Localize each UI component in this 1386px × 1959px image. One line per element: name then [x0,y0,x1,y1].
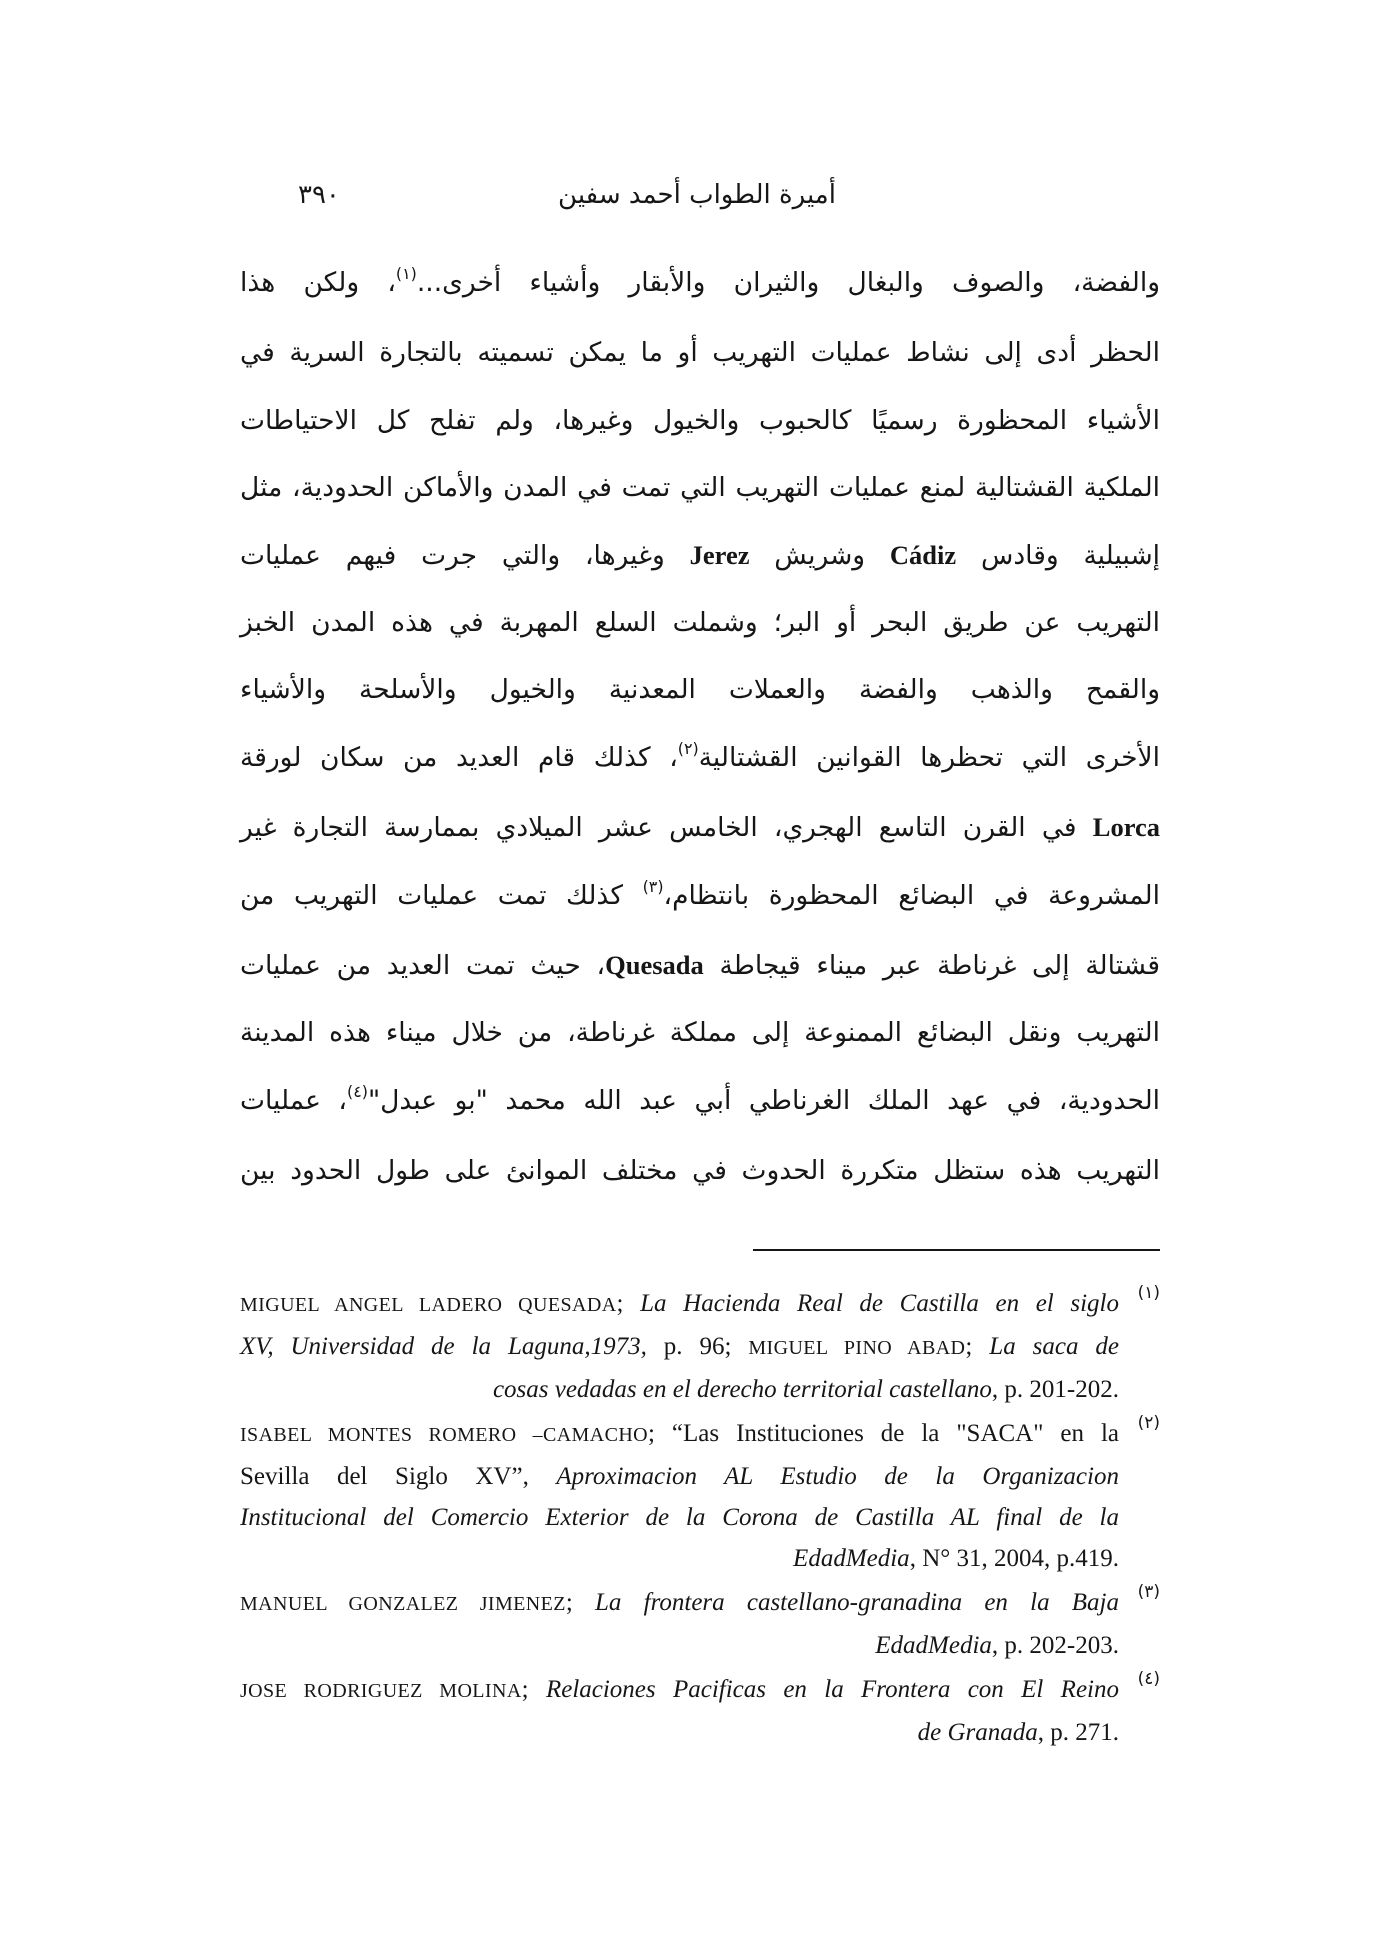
latin-term: Quesada [605,950,704,981]
line-text: والقمح والذهب والفضة والعملات المعدنية والخيول والأسلحة والأشياء [240,674,1160,706]
footnote-separator [753,1249,1160,1251]
body-line [240,319,1160,386]
footnote-line [240,1326,1119,1369]
line-text: ، ولكن هذا [240,267,396,298]
footnote-line [240,1369,1119,1410]
footnote-text: , N° 31, 2004, p.419. [909,1545,1119,1572]
line-text: الأشياء المحظورة رسميًا كالحبوب والخيول وغيرها، ولم تفلح كل الاحتياطات [240,404,1160,436]
body-paragraph [240,249,1160,1205]
work-title: La frontera castellano-granadina en la Baja [595,1589,1119,1616]
work-title: Institucional del Comercio Exterior de la Corona de Castilla AL final de la [240,1504,1119,1531]
footnote-text: ; [616,1290,641,1317]
footnote-ref: (١) [395,264,417,284]
body-line [240,589,1160,656]
work-title: cosas vedadas en el derecho territorial castellano [492,1376,992,1403]
line-text: كذلك تمت عمليات التهريب من [240,879,643,911]
line-text: التهريب ونقل البضائع الممنوعة إلى مملكة غرناطة، من خلال ميناء هذه المدينة [240,1017,1160,1049]
body-line [240,932,1160,999]
running-head-author: أميرة الطواب أحمد سفين [558,180,836,210]
footnotes [240,1283,1160,1753]
footnote-text: p. 96; [646,1333,749,1360]
footnote-text: , p. 271. [1037,1719,1119,1746]
author-name: MIGUEL PINO ABAD [748,1337,966,1359]
footnote-text: ; “Las Instituciones de la "SACA" en la [648,1420,1119,1447]
line-text: في القرن التاسع الهجري، الخامس عشر الميلادي بممارسة التجارة غير [240,812,1093,844]
footnote-text: ; [521,1676,546,1703]
footnote [240,1283,1160,1410]
body-line [240,387,1160,454]
work-title: XV, Universidad de la Laguna,1973, [240,1333,647,1360]
work-title: EdadMedia [793,1545,910,1572]
line-text: ، عمليات [240,1084,347,1116]
footnote-marker: (٤) [1137,1669,1160,1689]
work-title: de Granada [917,1719,1038,1746]
footnote-text: ; [965,1333,990,1360]
footnote-line [240,1625,1119,1666]
footnote-ref: (٣) [642,876,664,896]
body-line [240,999,1160,1066]
footnote [240,1413,1160,1579]
body-line [240,794,1160,861]
work-title: Aproximacion AL Estudio de la Organizacion [556,1463,1119,1490]
body-line [240,454,1160,521]
line-text: ، كذلك قام العديد من سكان لورقة [240,741,678,773]
footnote [240,1582,1160,1666]
line-text: الحدودية، في عهد الملك الغرناطي أبي عبد الله محمد "بو عبدل" [367,1084,1161,1116]
body-line [240,862,1160,932]
footnote-line [240,1582,1119,1625]
body-line [240,1137,1160,1204]
footnote-text: , p. 202-203. [991,1632,1119,1659]
line-text: الملكية القشتالية لمنع عمليات التهريب التي تمت في المدن والأماكن الحدودية، مثل [240,472,1160,504]
footnote-line [240,1283,1119,1326]
page-number: ٣٩٠ [298,180,340,210]
author-name: JOSE RODRIGUEZ MOLINA [240,1680,522,1702]
line-text: وغيرها، والتي جرت فيهم عمليات [240,539,690,571]
work-title: EdadMedia [875,1632,992,1659]
footnote-text: , p. 201-202. [991,1376,1119,1403]
line-text: المشروعة في البضائع المحظورة بانتظام، [663,879,1160,911]
body-line [240,522,1160,589]
line-text: ، حيث تمت العديد من عمليات [240,950,606,982]
body-line [240,724,1160,794]
work-title: La Hacienda Real de Castilla en el siglo [640,1290,1119,1317]
work-title: La saca de [989,1333,1119,1360]
body-line [240,1067,1160,1137]
footnote-ref: (٢) [677,738,699,758]
footnote-line [240,1456,1119,1497]
line-text: التهريب عن طريق البحر أو البر؛ وشملت السلع المهربة في هذه المدن الخبز [240,607,1160,639]
latin-term: Cádiz [889,539,957,570]
line-text: إشبيلية وقادس [956,539,1161,571]
footnote-marker: (٣) [1137,1582,1160,1602]
footnote-text: ; [565,1589,596,1616]
latin-term: Jerez [689,539,750,570]
author-name: MIGUEL ANGEL LADERO QUESADA [240,1294,617,1316]
line-text: وشريش [749,539,890,571]
line-text: التهريب هذه ستظل متكررة الحدوث في مختلف الموانئ على طول الحدود بين [240,1155,1160,1187]
footnote-line [240,1538,1119,1579]
line-text: الأخرى التي تحظرها القوانين القشتالية [698,741,1160,773]
work-title: Relaciones Pacificas en la Frontera con El Reino [545,1676,1119,1703]
footnote [240,1669,1160,1753]
footnote-ref: (٤) [346,1081,368,1101]
line-text: الحظر أدى إلى نشاط عمليات التهريب أو ما يمكن تسميته بالتجارة السرية في [240,337,1160,369]
footnote-marker: (١) [1137,1283,1160,1303]
line-text: قشتالة إلى غرناطة عبر ميناء قيجاطة [703,950,1160,982]
footnote-line [240,1497,1119,1538]
footnote-line [240,1413,1119,1456]
body-line [240,249,1160,319]
latin-term: Lorca [1092,812,1160,843]
author-name: ISABEL MONTES ROMERO –CAMACHO [240,1424,649,1446]
footnote-text: Sevilla del Siglo XV”, [240,1463,557,1490]
footnote-line [240,1712,1119,1753]
line-text: والفضة، والصوف والبغال والثيران والأبقار وأشياء أخرى... [416,267,1161,298]
footnote-line [240,1669,1119,1712]
footnote-marker: (٢) [1137,1413,1160,1433]
author-name: MANUEL GONZALEZ JIMENEZ [240,1593,566,1615]
body-line [240,656,1160,723]
